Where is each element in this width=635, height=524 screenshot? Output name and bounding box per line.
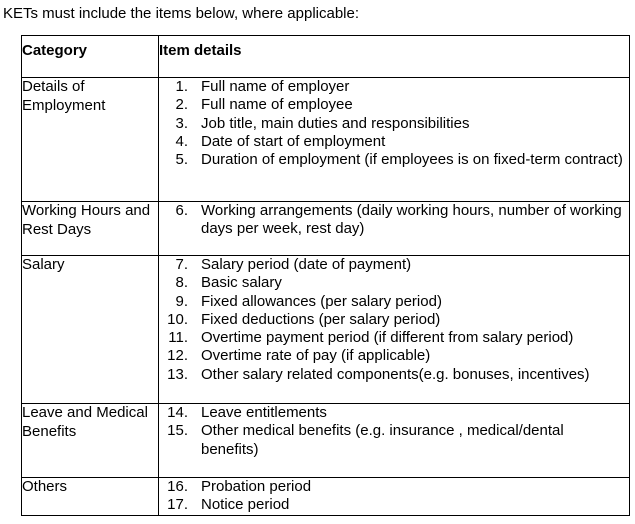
category-cell: Salary (22, 256, 159, 404)
item-number: 1. (175, 78, 188, 95)
item-details-cell (159, 202, 630, 256)
category-cell: Others (22, 478, 159, 516)
item-details-cell (159, 78, 630, 202)
item-text: Date of start of employment (201, 132, 386, 150)
item-text: Basic salary (201, 274, 282, 292)
list-item (159, 366, 629, 384)
list-item (159, 202, 629, 239)
item-text: Notice period (201, 496, 290, 514)
item-list (159, 478, 629, 515)
table-row-salary (22, 256, 630, 404)
item-number: 9. (175, 292, 188, 310)
item-text: Job title, main duties and responsibilities (201, 114, 470, 132)
item-number: 2. (175, 96, 188, 114)
item-text: Fixed allowances (per salary period) (201, 292, 442, 310)
item-number: 10. (167, 310, 188, 328)
item-list (159, 78, 629, 169)
intro-text: KETs must include the items below, where applicable: (3, 5, 360, 22)
item-details-cell (159, 478, 630, 516)
item-number: 6. (175, 202, 188, 219)
header-item-details: Item details (159, 36, 630, 78)
category-cell: Working Hours and Rest Days (22, 202, 159, 256)
table-row-others (22, 478, 630, 516)
item-number: 5. (175, 151, 188, 169)
item-number: 17. (167, 496, 188, 514)
category-cell: Details of Employment (22, 78, 159, 202)
item-text: Full name of employee (201, 96, 353, 114)
item-list (159, 404, 629, 459)
item-details-cell (159, 256, 630, 404)
item-number: 12. (167, 347, 188, 365)
item-text: Fixed deductions (per salary period) (201, 310, 441, 328)
item-text: Probation period (201, 478, 312, 495)
item-text: Leave entitlements (201, 404, 327, 421)
item-text: Full name of employer (201, 78, 350, 95)
item-text: Overtime payment period (if different from salary period) (201, 329, 574, 347)
item-number: 11. (168, 329, 188, 347)
item-details-cell (159, 404, 630, 478)
item-number: 16. (167, 478, 188, 495)
list-item (159, 478, 629, 496)
item-number: 15. (167, 422, 188, 440)
item-text: Other salary related components(e.g. bonuses, incentives) (201, 365, 590, 383)
item-number: 13. (167, 365, 188, 383)
table-row-leave-and-medical (22, 404, 630, 478)
list-item (159, 256, 629, 274)
item-number: 4. (175, 132, 188, 150)
list-item (159, 115, 629, 133)
item-number: 8. (175, 274, 188, 292)
item-list (159, 256, 629, 384)
list-item (159, 293, 629, 311)
table-row-details-of-employment (22, 78, 630, 202)
list-item (159, 78, 629, 96)
list-item (159, 496, 629, 514)
list-item (159, 96, 629, 114)
item-text: Other medical benefits (e.g. insurance , medical/dental benefits) (201, 422, 564, 458)
table-header-row (22, 36, 630, 78)
list-item (159, 329, 629, 347)
category-cell: Leave and Medical Benefits (22, 404, 159, 478)
list-item (159, 311, 629, 329)
item-text: Overtime rate of pay (if applicable) (201, 347, 431, 365)
list-item (159, 422, 629, 459)
list-item (159, 274, 629, 292)
item-number: 14. (167, 404, 188, 421)
item-number: 3. (175, 114, 188, 132)
item-number: 7. (175, 256, 188, 273)
item-list (159, 202, 629, 239)
table-row-working-hours (22, 202, 630, 256)
header-category: Category (22, 36, 159, 78)
kets-table (21, 35, 630, 516)
list-item (159, 151, 629, 169)
list-item (159, 133, 629, 151)
item-text: Salary period (date of payment) (201, 256, 412, 273)
item-text: Working arrangements (daily working hours, number of working days per week, rest day) (201, 202, 622, 238)
item-text: Duration of employment (if employees is on fixed-term contract) (201, 151, 623, 169)
list-item (159, 404, 629, 422)
list-item (159, 347, 629, 365)
